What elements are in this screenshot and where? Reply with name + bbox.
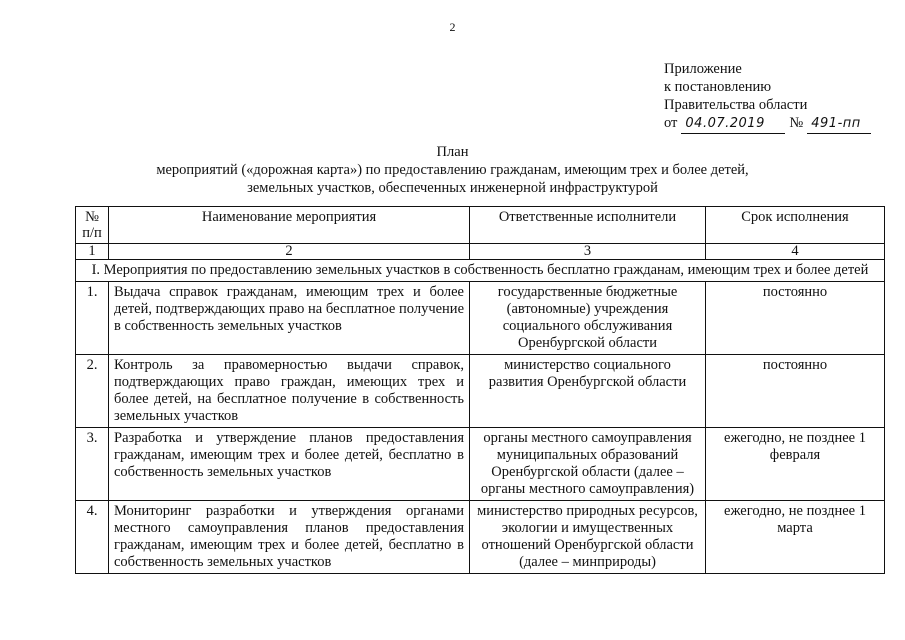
table-row	[76, 428, 885, 501]
appendix-line-3: Правительства области	[664, 97, 808, 113]
roadmap-table	[75, 206, 885, 574]
table-row	[76, 282, 885, 355]
number-label: №	[789, 115, 804, 131]
row-responsible: органы местного самоуправления муниципальных образований Оренбургской области (далее – органы местного самоуправления)	[470, 428, 706, 501]
row-number: 3.	[76, 428, 109, 501]
row-number: 4.	[76, 501, 109, 574]
table-header-row	[76, 207, 885, 244]
row-deadline: ежегодно, не позднее 1 февраля	[706, 428, 885, 501]
column-number: 2	[109, 244, 470, 260]
title-line-1: мероприятий («дорожная карта») по предоставлению гражданам, имеющим трех и более детей,	[156, 162, 749, 178]
header-number	[76, 207, 109, 244]
row-responsible: государственные бюджетные (автономные) учреждения социального обслуживания Оренбургской области	[470, 282, 706, 355]
row-deadline: постоянно	[706, 282, 885, 355]
handwritten-number: 491-пп	[811, 116, 861, 131]
column-number: 3	[470, 244, 706, 260]
handwritten-date: 04.07.2019	[685, 116, 765, 131]
page-number: 2	[449, 20, 456, 34]
row-responsible: министерство социального развития Оренбургской области	[470, 355, 706, 428]
title-line-2: земельных участков, обеспеченных инженерной инфраструктурой	[247, 180, 658, 196]
header-responsible: Ответственные исполнители	[470, 207, 706, 244]
column-number-row	[76, 244, 885, 260]
header-deadline: Срок исполнения	[706, 207, 885, 244]
appendix-date-line	[664, 114, 871, 134]
row-name: Разработка и утверждение планов предоставления гражданам, имеющим трех и более детей, бесплатно в собственность земельных участков	[109, 428, 470, 501]
column-number: 4	[706, 244, 885, 260]
row-responsible: министерство природных ресурсов, экологии и имущественных отношений Оренбургской области (далее – минприроды)	[470, 501, 706, 574]
header-number-line-2: п/п	[82, 225, 102, 241]
row-name: Выдача справок гражданам, имеющим трех и более детей, подтверждающих право на бесплатное получение в собственность земельных участков	[109, 282, 470, 355]
title-heading: План	[436, 144, 469, 160]
row-number: 2.	[76, 355, 109, 428]
section-row	[76, 260, 885, 282]
header-number-line-1: №	[85, 209, 99, 225]
appendix-block	[664, 60, 871, 134]
column-number: 1	[76, 244, 109, 260]
appendix-line-1: Приложение	[664, 61, 742, 77]
row-name: Контроль за правомерностью выдачи справок, подтверждающих право граждан, имеющих трех и более детей, на бесплатное получение в собственность земельных участков	[109, 355, 470, 428]
date-field	[681, 114, 785, 134]
row-deadline: ежегодно, не позднее 1 марта	[706, 501, 885, 574]
row-name: Мониторинг разработки и утверждения органами местного самоуправления планов предоставления гражданам, имеющим трех и более детей, бесплатно в собственность земельных участков	[109, 501, 470, 574]
appendix-line-2: к постановлению	[664, 79, 772, 95]
row-deadline: постоянно	[706, 355, 885, 428]
table-row	[76, 355, 885, 428]
row-number: 1.	[76, 282, 109, 355]
section-title: I. Мероприятия по предоставлению земельных участков в собственность бесплатно гражданам, имеющим трех и более детей	[76, 260, 885, 282]
header-name: Наименование мероприятия	[109, 207, 470, 244]
number-field	[807, 114, 871, 134]
document-title	[0, 143, 905, 197]
from-label: от	[664, 115, 678, 131]
table-row	[76, 501, 885, 574]
